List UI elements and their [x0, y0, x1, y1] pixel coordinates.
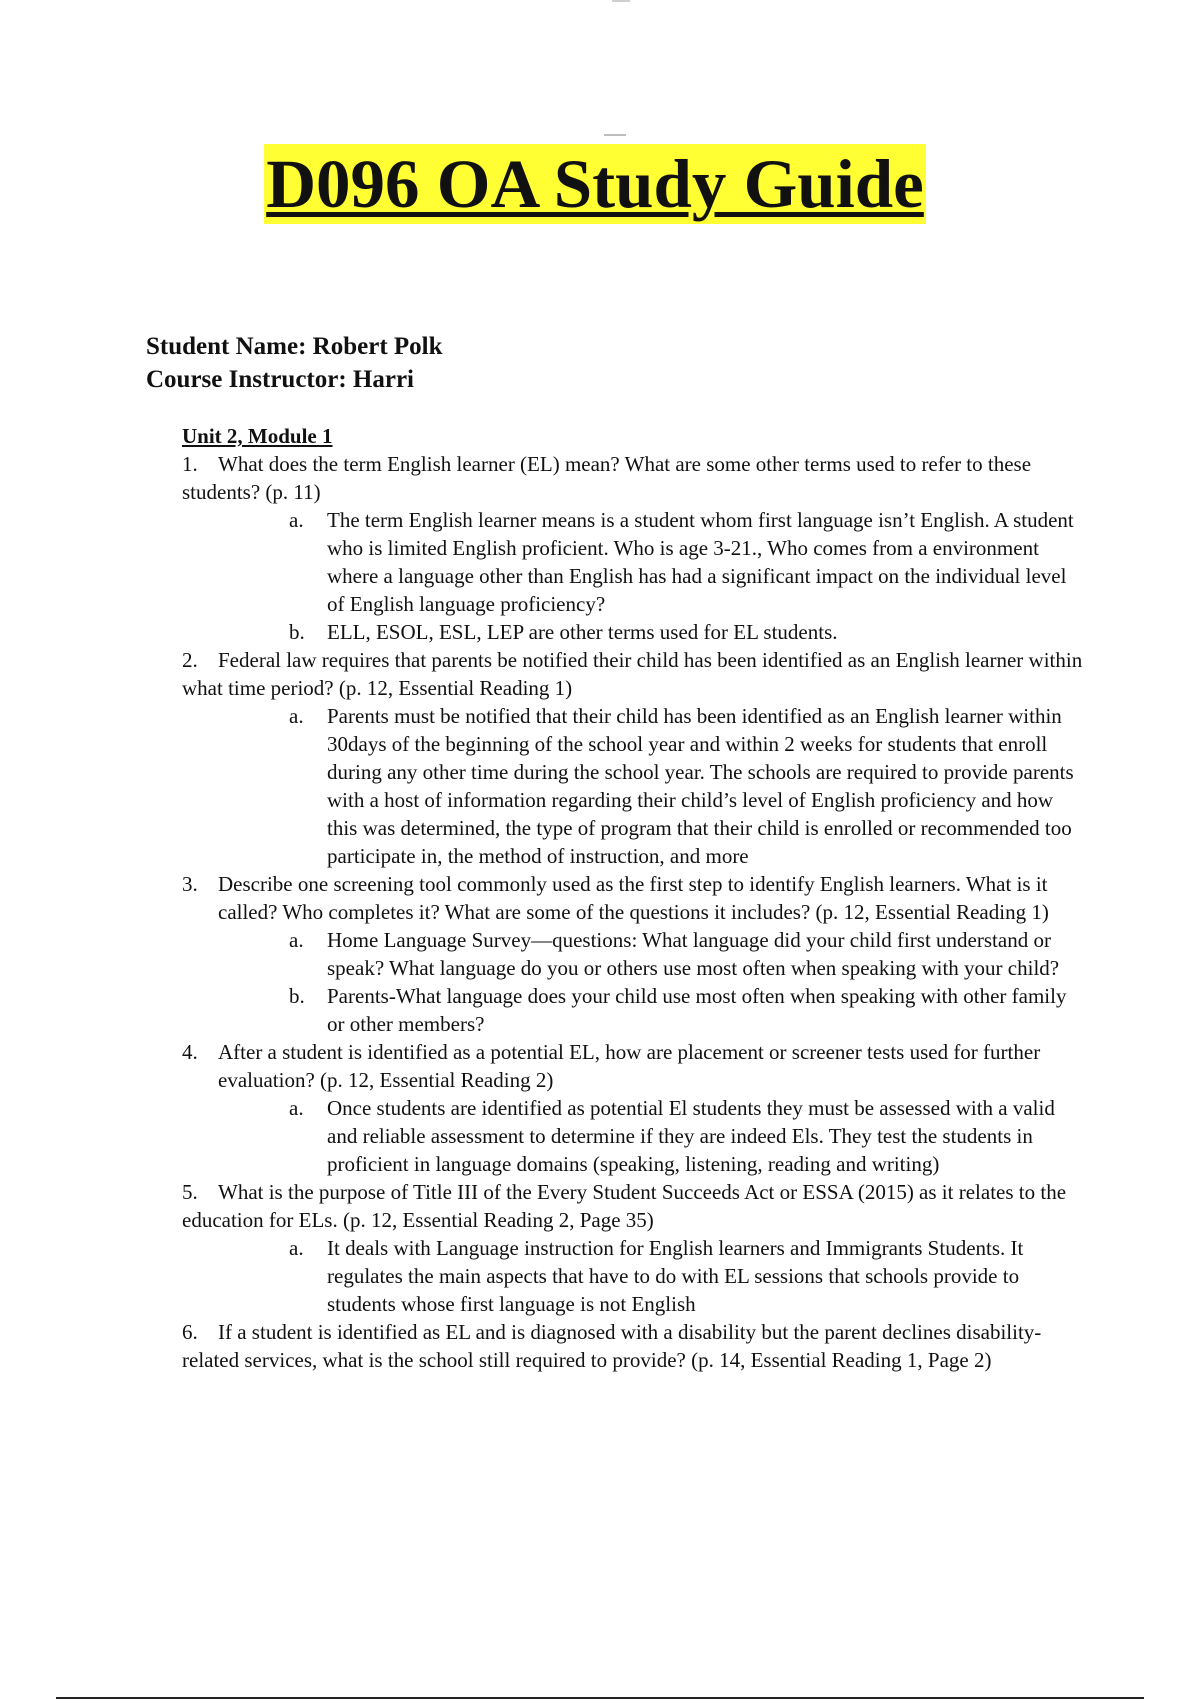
answer-item [289, 1094, 1087, 1178]
question-number: 2. [182, 648, 198, 672]
document-title: D096 OA Study Guide [266, 146, 924, 222]
answer-item [289, 1234, 1087, 1318]
answer-list [182, 926, 1092, 1038]
question-number: 1. [182, 452, 198, 476]
question-2 [182, 646, 1092, 870]
answer-text: The term English learner means is a student whom first language isn’t English. A student who is limited English proficient. Who is age 3-21., Who comes from a environment where a language other than English has had a significant impact on the individual level of English language proficiency? [327, 508, 1074, 616]
student-name: Student Name: Robert Polk [146, 333, 443, 360]
answer-list [182, 702, 1092, 870]
question-text [182, 450, 1092, 506]
question-4 [182, 1038, 1092, 1178]
answer-item [289, 702, 1087, 870]
question-number: 5. [182, 1180, 198, 1204]
question-body: After a student is identified as a potential EL, how are placement or screener tests used for further evaluation? (p. 12, Essential Reading 2) [218, 1040, 1041, 1092]
document-meta [146, 330, 443, 396]
answer-text: ELL, ESOL, ESL, LEP are other terms used for EL students. [327, 620, 838, 644]
question-body: Federal law requires that parents be notified their child has been identified as an English learner within what time period? (p. 12, Essential Reading 1) [182, 648, 1083, 700]
header-mark [604, 134, 626, 136]
answer-letter: a. [289, 928, 304, 952]
question-text [182, 1178, 1092, 1234]
unit-heading: Unit 2, Module 1 [182, 424, 333, 448]
answer-text: Parents must be notified that their child has been identified as an English learner within 30days of the beginning of the school year and within 2 weeks for students that enroll during any other time during the school year. The schools are required to provide parents with a host of information regarding their child’s level of English proficiency and how this was determined, the type of program that their child is enrolled or recommended too participate in, the method of instruction, and more [327, 704, 1074, 868]
answer-letter: b. [289, 620, 305, 644]
answer-list [182, 1234, 1092, 1318]
answer-item [289, 506, 1087, 618]
answer-text: Home Language Survey—questions: What language did your child first understand or speak? What language do you or others use most often when speaking with your child? [327, 928, 1060, 980]
question-body: What does the term English learner (EL) mean? What are some other terms used to refer to these students? (p. 11) [182, 452, 1032, 504]
answer-item [289, 926, 1087, 982]
title-container [0, 144, 1200, 224]
answer-letter: a. [289, 704, 304, 728]
question-number: 4. [182, 1040, 198, 1064]
question-body: What is the purpose of Title III of the Every Student Succeeds Act or ESSA (2015) as it relates to the education for ELs. (p. 12, Essential Reading 2, Page 35) [182, 1180, 1067, 1232]
question-text [182, 1318, 1092, 1374]
answer-letter: a. [289, 1096, 304, 1120]
question-6 [182, 1318, 1092, 1374]
question-number: 6. [182, 1320, 198, 1344]
answer-letter: a. [289, 1236, 304, 1260]
answer-letter: b. [289, 984, 305, 1008]
question-body: If a student is identified as EL and is diagnosed with a disability but the parent declines disability-related services, what is the school still required to provide? (p. 14, Essential Reading 1, Page 2) [182, 1320, 1042, 1372]
answer-letter: a. [289, 508, 304, 532]
question-5 [182, 1178, 1092, 1318]
question-3 [182, 870, 1092, 1038]
answer-list [182, 1094, 1092, 1178]
answer-text: Parents-What language does your child use most often when speaking with other family or other members? [327, 984, 1067, 1036]
page-top-mark [612, 0, 630, 2]
answer-text: Once students are identified as potential El students they must be assessed with a valid and reliable assessment to determine if they are indeed Els. They test the students in proficient in language domains (speaking, listening, reading and writing) [327, 1096, 1055, 1176]
course-instructor: Course Instructor: Harri [146, 366, 414, 393]
answer-item [289, 982, 1087, 1038]
question-body: Describe one screening tool commonly used as the first step to identify English learners. What is it called? Who completes it? What are some of the questions it includes? (p. 12, Essential Reading 1) [218, 872, 1049, 924]
question-text [182, 870, 1092, 926]
study-guide-content [182, 422, 1092, 1374]
page-bottom-rule [56, 1697, 1144, 1699]
question-1 [182, 450, 1092, 646]
question-number: 3. [182, 872, 198, 896]
question-text [182, 646, 1092, 702]
answer-item [289, 618, 1087, 646]
answer-list [182, 506, 1092, 646]
answer-text: It deals with Language instruction for English learners and Immigrants Students. It regulates the main aspects that have to do with EL sessions that schools provide to students whose first language is not English [327, 1236, 1024, 1316]
question-text [182, 1038, 1092, 1094]
